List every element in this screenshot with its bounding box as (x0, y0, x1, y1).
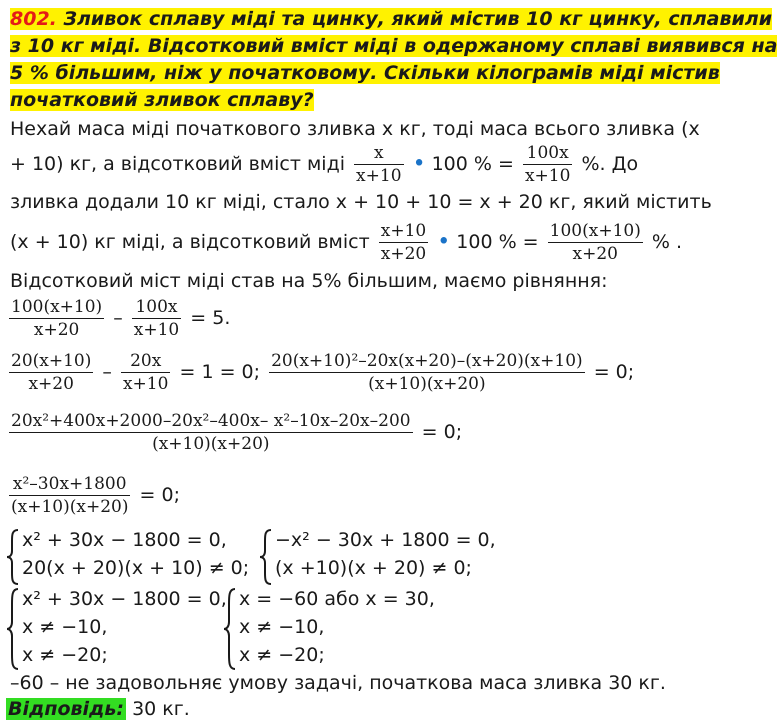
equation-3: $\frac{\text{20x²+400x+2000–20x²–400x– x²–10x–20x–200}}{(x+10)(x+20)}$ = 0; (11, 411, 463, 454)
solution-line-3: зливка додали 10 кг міді, стало х + 10 + 10 = х + 20 кг, який містить (10, 191, 712, 213)
answer-value: 30 кг. (132, 698, 190, 720)
fraction-percent-new: $\frac{100(x+10)}{x+20}$ (549, 221, 641, 264)
left-brace-icon (6, 529, 20, 585)
left-brace-icon (223, 588, 237, 670)
answer-label: Відповідь: (8, 698, 125, 720)
left-brace-icon (6, 588, 20, 670)
task-line-3: 5 % більшим, ніж у початковому. Скільки кілограмів міді містив (10, 62, 720, 84)
task-line-1: 802. Зливок сплаву міді та цинку, який містив 10 кг цинку, сплавили (10, 8, 773, 30)
task-number: 802. (10, 8, 57, 30)
equation-4: $\frac{\text{x²–30x+1800}}{(x+10)(x+20)}$ = 0; (11, 474, 180, 517)
solution-line-4: (х + 10) кг міді, а відсотковий вміст $\frac{x+10}{x+20}$ • 100 % = $\frac{100(x+10)}{x+20}$ % . (10, 221, 683, 264)
equation-2: $\frac{20(x+10)}{x+20}$ – $\frac{20x}{x+10}$ = 1 = 0; $\frac{\text{20(x+10)²–20x(x+20)–(x+20)(x+10)}}{(x+10)(x+20)}$ = 0; (11, 351, 635, 394)
conclusion: –60 – не задовольняє умову задачі, початкова маса зливка 30 кг. (10, 672, 666, 694)
solution-line-2: + 10) кг, а відсотковий вміст міді $\frac{x}{x+10}$ • 100 % = $\frac{100x}{x+10}$ %. До (10, 143, 639, 186)
fraction-copper-share: $\frac{x}{x+10}$ (356, 143, 402, 186)
solution-line-5: Відсотковий міст міді став на 5% більшим, маємо рівняння: (10, 270, 608, 292)
task-line-2: з 10 кг міді. Відсотковий вміст міді в одержаному сплаві виявився на (10, 35, 777, 57)
solution-line-1: Нехай маса міді початкового зливка х кг, тоді маса всього зливка (х (10, 118, 700, 140)
fraction-percent-initial: $\frac{100x}{x+10}$ (524, 143, 571, 186)
multiply-dot-icon: • (437, 229, 451, 255)
left-brace-icon (259, 529, 273, 585)
equation-1: $\frac{100(x+10)}{x+20}$ – $\frac{100x}{x+10}$ = 5. (11, 297, 231, 340)
multiply-dot-icon: • (412, 151, 426, 177)
answer (6, 696, 190, 722)
task-line-4: початковий зливок сплаву? (10, 89, 314, 111)
fraction-copper-share-new: $\frac{x+10}{x+20}$ (380, 221, 427, 264)
